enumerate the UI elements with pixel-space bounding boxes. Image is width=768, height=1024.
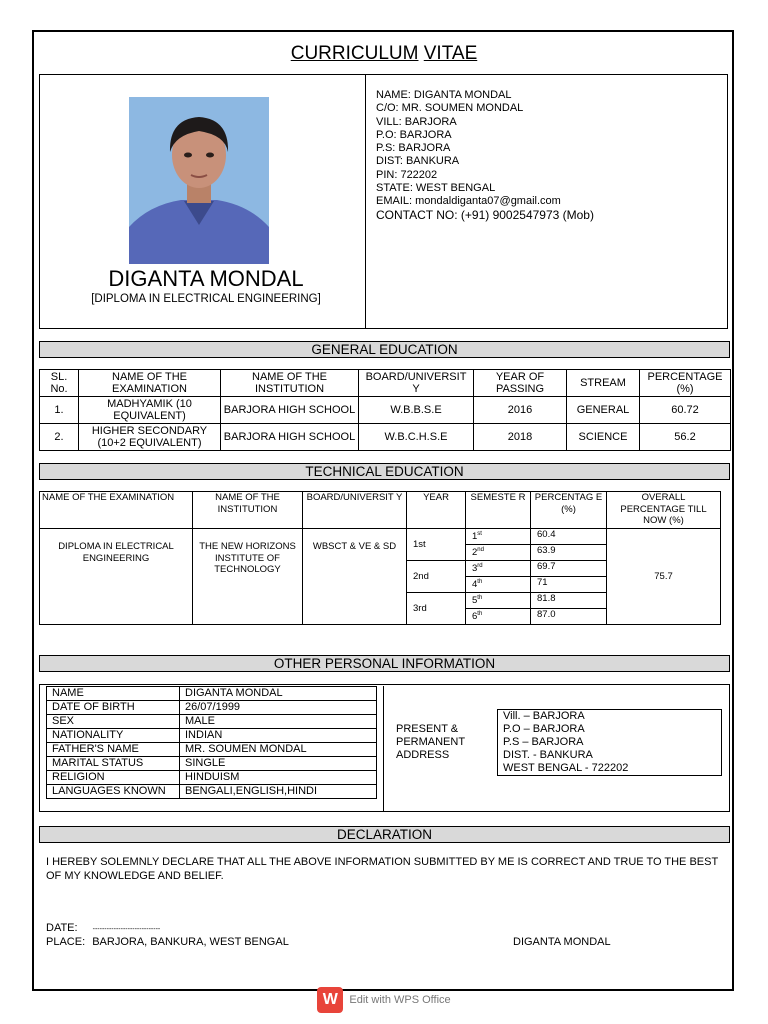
table-row xyxy=(391,710,722,776)
semester-cell xyxy=(466,529,531,545)
table-cell: MADHYAMIK (10 EQUIVALENT) xyxy=(79,397,221,424)
title-word-1: CURRICULUM xyxy=(290,43,419,64)
semester-number: 3 xyxy=(472,563,478,575)
personal-info-table xyxy=(46,686,377,799)
table-header: YEAR OF PASSING xyxy=(474,370,567,397)
semester-cell xyxy=(466,561,531,577)
semester-number: 1 xyxy=(472,531,478,543)
semester-number: 6 xyxy=(472,611,478,623)
table-cell: W.B.C.H.S.E xyxy=(359,424,474,451)
info-value: 26/07/1999 xyxy=(180,701,377,715)
table-row xyxy=(47,687,377,701)
semester-number: 4 xyxy=(472,579,478,591)
table-header: STREAM xyxy=(567,370,640,397)
semester-suffix: th xyxy=(477,595,483,601)
table-cell: 2nd xyxy=(407,561,466,593)
table-row xyxy=(47,771,377,785)
info-value: SINGLE xyxy=(180,757,377,771)
table-cell: WBSCT & VE & SD xyxy=(303,529,407,625)
date-label: DATE: xyxy=(46,922,78,934)
info-label: DATE OF BIRTH xyxy=(47,701,180,715)
profile-photo-image xyxy=(129,97,269,264)
table-header: PERCENTAGE (%) xyxy=(640,370,731,397)
wps-logo-icon: W xyxy=(317,987,343,1013)
table-header: BOARD/UNIVERSIT Y xyxy=(303,492,407,529)
table-header: OVERALL PERCENTAGE TILL NOW (%) xyxy=(607,492,721,529)
contact-line: P.S: BARJORA xyxy=(376,142,451,155)
contact-line: VILL: BARJORA xyxy=(376,115,457,128)
table-cell: GENERAL xyxy=(567,397,640,424)
table-cell: THE NEW HORIZONS INSTITUTE OF TECHNOLOGY xyxy=(193,529,303,625)
info-value: INDIAN xyxy=(180,729,377,743)
info-label: NAME xyxy=(47,687,180,701)
wps-watermark[interactable] xyxy=(0,987,768,1013)
table-cell: 1. xyxy=(40,397,79,424)
signature-name: DIGANTA MONDAL xyxy=(513,936,611,948)
address-label-line: PRESENT & xyxy=(396,723,459,735)
table-header-row xyxy=(40,370,731,397)
table-cell: 81.8 xyxy=(531,593,607,609)
address-label-line: ADDRESS xyxy=(396,749,450,761)
table-row xyxy=(47,701,377,715)
technical-education-table xyxy=(39,491,721,625)
table-row xyxy=(47,785,377,799)
table-cell: 71 xyxy=(531,577,607,593)
semester-suffix: st xyxy=(477,531,482,537)
table-header: NAME OF THE EXAMINATION xyxy=(79,370,221,397)
wps-watermark-text: Edit with WPS Office xyxy=(349,993,451,1006)
info-label: NATIONALITY xyxy=(47,729,180,743)
general-education-heading: GENERAL EDUCATION xyxy=(39,341,730,358)
address-label-line: PERMANENT xyxy=(396,736,466,748)
profile-photo xyxy=(129,97,269,264)
personal-info-heading: OTHER PERSONAL INFORMATION xyxy=(39,655,730,672)
table-header: BOARD/UNIVERSIT Y xyxy=(359,370,474,397)
contact-line: PIN: 722202 xyxy=(376,168,438,181)
candidate-name: DIGANTA MONDAL xyxy=(108,266,304,291)
place-label: PLACE: xyxy=(46,936,86,948)
table-row xyxy=(47,757,377,771)
table-cell: 3rd xyxy=(407,593,466,625)
place-line xyxy=(46,936,289,948)
table-cell: BARJORA HIGH SCHOOL xyxy=(221,397,359,424)
date-value: ----------------------------- xyxy=(92,926,161,933)
table-header: SEMESTE R xyxy=(466,492,531,529)
general-education-table xyxy=(39,369,731,451)
table-header: NAME OF THE EXAMINATION xyxy=(40,492,193,529)
semester-suffix: th xyxy=(477,611,483,617)
contact-line: DIST: BANKURA xyxy=(376,155,460,168)
contact-details xyxy=(376,89,594,222)
info-value: BENGALI,ENGLISH,HINDI xyxy=(180,785,377,799)
declaration-heading: DECLARATION xyxy=(39,826,730,843)
table-row xyxy=(47,743,377,757)
declaration-text: I HEREBY SOLEMNLY DECLARE THAT ALL THE ABOVE INFORMATION SUBMITTED BY ME IS CORRECT AND TRUE TO THE BEST OF MY KNOWLEDGE AND BELIEF. xyxy=(46,856,718,882)
info-label: MARITAL STATUS xyxy=(47,757,180,771)
address-line: DIST. - BANKURA xyxy=(503,749,593,761)
address-table xyxy=(391,709,722,776)
address-line: P.O – BARJORA xyxy=(503,723,585,735)
info-value: DIGANTA MONDAL xyxy=(180,687,377,701)
technical-education-heading: TECHNICAL EDUCATION xyxy=(39,463,730,480)
address-line: Vill. – BARJORA xyxy=(503,710,585,722)
table-cell: 87.0 xyxy=(531,609,607,625)
table-cell: 56.2 xyxy=(640,424,731,451)
semester-cell xyxy=(466,609,531,625)
contact-line: P.O: BARJORA xyxy=(376,128,452,141)
contact-phone: CONTACT NO: (+91) 9002547973 (Mob) xyxy=(376,207,594,222)
info-label: SEX xyxy=(47,715,180,729)
table-cell: 2. xyxy=(40,424,79,451)
table-header: NAME OF THE INSTITUTION xyxy=(193,492,303,529)
page-title xyxy=(0,43,768,65)
semester-cell xyxy=(466,593,531,609)
info-value: MR. SOUMEN MONDAL xyxy=(180,743,377,757)
info-value: HINDUISM xyxy=(180,771,377,785)
table-cell: 2018 xyxy=(474,424,567,451)
table-header-row xyxy=(40,492,721,529)
table-cell: 1st xyxy=(407,529,466,561)
table-cell: 60.4 xyxy=(531,529,607,545)
table-row xyxy=(47,715,377,729)
address-line: P.S – BARJORA xyxy=(503,736,584,748)
semester-suffix: rd xyxy=(477,563,483,569)
table-cell: 63.9 xyxy=(531,545,607,561)
table-header: NAME OF THE INSTITUTION xyxy=(221,370,359,397)
table-cell: 69.7 xyxy=(531,561,607,577)
semester-number: 5 xyxy=(472,595,478,607)
contact-email: EMAIL: mondaldiganta07@gmail.com xyxy=(376,195,561,208)
contact-line: NAME: DIGANTA MONDAL xyxy=(376,89,512,101)
info-label: RELIGION xyxy=(47,771,180,785)
date-line xyxy=(46,922,160,934)
table-cell: SCIENCE xyxy=(567,424,640,451)
candidate-qualification: [DIPLOMA IN ELECTRICAL ENGINEERING] xyxy=(91,293,321,305)
semester-suffix: nd xyxy=(477,547,484,553)
address-line: WEST BENGAL - 722202 xyxy=(503,762,629,774)
table-cell: 75.7 xyxy=(607,529,721,625)
info-label: LANGUAGES KNOWN xyxy=(47,785,180,799)
semester-suffix: th xyxy=(477,579,483,585)
info-value: MALE xyxy=(180,715,377,729)
table-row xyxy=(47,729,377,743)
personal-info-divider xyxy=(383,686,384,812)
table-cell: HIGHER SECONDARY (10+2 EQUIVALENT) xyxy=(79,424,221,451)
table-cell: 60.72 xyxy=(640,397,731,424)
title-word-2: VITAE xyxy=(423,43,478,64)
contact-line: C/O: MR. SOUMEN MONDAL xyxy=(376,102,524,115)
table-cell: DIPLOMA IN ELECTRICAL ENGINEERING xyxy=(40,529,193,625)
table-cell: W.B.B.S.E xyxy=(359,397,474,424)
table-row xyxy=(40,529,721,545)
table-cell: 2016 xyxy=(474,397,567,424)
place-value: BARJORA, BANKURA, WEST BENGAL xyxy=(92,936,289,948)
address-value xyxy=(498,710,722,776)
table-header: YEAR xyxy=(407,492,466,529)
semester-cell xyxy=(466,577,531,593)
table-cell: BARJORA HIGH SCHOOL xyxy=(221,424,359,451)
table-row xyxy=(40,424,731,451)
contact-line: STATE: WEST BENGAL xyxy=(376,182,496,195)
semester-cell xyxy=(466,545,531,561)
address-label xyxy=(391,710,498,776)
semester-number: 2 xyxy=(472,547,478,559)
info-label: FATHER'S NAME xyxy=(47,743,180,757)
table-header: SL. No. xyxy=(40,370,79,397)
table-row xyxy=(40,397,731,424)
table-header: PERCENTAG E (%) xyxy=(531,492,607,529)
